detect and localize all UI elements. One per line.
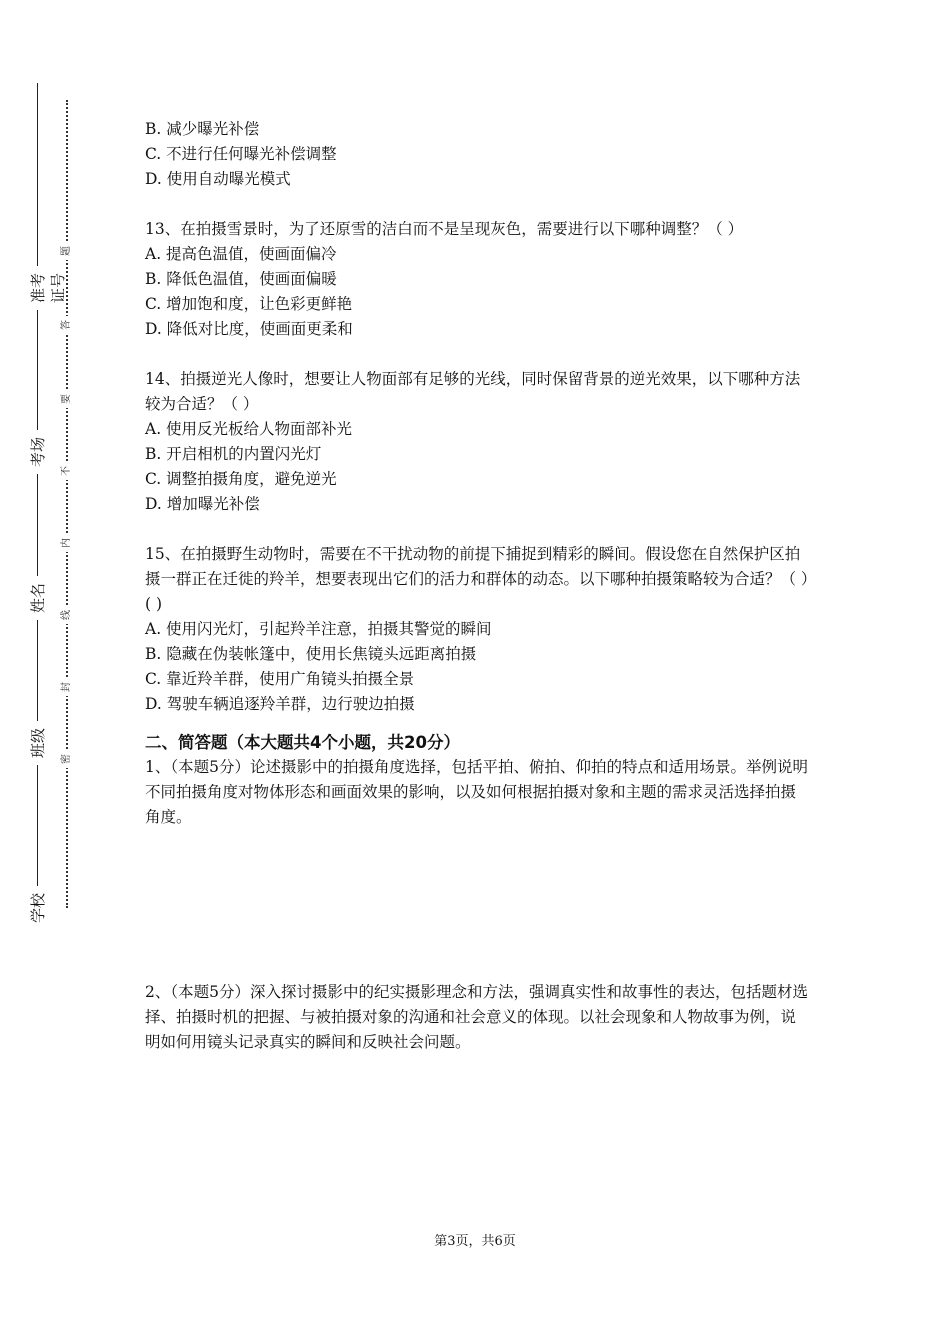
option: D. 驾驶车辆追逐羚羊群，边行驶边拍摄 bbox=[145, 695, 415, 713]
seal-char: 要 bbox=[60, 390, 74, 408]
question-stem: 13、在拍摄雪景时，为了还原雪的洁白而不是呈现灰色，需要进行以下哪种调整？（ ） bbox=[145, 220, 744, 238]
short-answer-question-2: 2、（本题5分）深入探讨摄影中的纪实摄影理念和方法，强调真实性和故事性的表达，包括题材选择、拍摄时机的把握、与被拍摄对象的沟通和社会意义的体现。以社会现象和人物故事为例，说明如何用镜头记录真实的瞬间和反映社会问题。 bbox=[145, 983, 808, 1051]
option: C. 增加饱和度，让色彩更鲜艳 bbox=[145, 295, 353, 313]
option: C. 靠近羚羊群，使用广角镜头拍摄全景 bbox=[145, 670, 415, 688]
question-13 bbox=[145, 217, 810, 342]
short-answer-question-1: 1、（本题5分）论述摄影中的拍摄角度选择，包括平拍、俯拍、仰拍的特点和适用场景。举例说明不同拍摄角度对物体形态和画面效果的影响，以及如何根据拍摄对象和主题的需求灵活选择拍摄角度。 bbox=[145, 758, 808, 826]
seal-char: 不 bbox=[60, 462, 74, 480]
question-14 bbox=[145, 367, 810, 517]
option: C. 不进行任何曝光补偿调整 bbox=[145, 145, 337, 163]
info-fill-line bbox=[37, 83, 38, 923]
option: D. 降低对比度，使画面更柔和 bbox=[145, 320, 353, 338]
label-name: 姓名 bbox=[28, 576, 48, 620]
question-stem: 14、拍摄逆光人像时，想要让人物面部有足够的光线，同时保留背景的逆光效果，以下哪种方法较为合适？（ ） bbox=[145, 370, 801, 413]
option: B. 减少曝光补偿 bbox=[145, 120, 260, 138]
option: C. 调整拍摄角度，避免逆光 bbox=[145, 470, 337, 488]
seal-char: 封 bbox=[60, 678, 74, 696]
exam-content bbox=[145, 117, 810, 1055]
page-number: 第3页，共6页 bbox=[434, 1234, 516, 1249]
seal-char: 题 bbox=[60, 242, 74, 260]
option: A. 使用闪光灯，引起羚羊注意，拍摄其警觉的瞬间 bbox=[145, 620, 492, 638]
seal-char: 线 bbox=[60, 606, 74, 624]
option: B. 隐藏在伪装帐篷中，使用长焦镜头远距离拍摄 bbox=[145, 645, 477, 663]
seal-char: 答 bbox=[60, 316, 74, 334]
option: A. 使用反光板给人物面部补光 bbox=[145, 420, 353, 438]
question-15 bbox=[145, 542, 810, 717]
label-exam-room: 考场 bbox=[28, 430, 48, 474]
label-school: 学校 bbox=[28, 886, 48, 930]
seal-char: 密 bbox=[60, 750, 74, 768]
option: B. 降低色温值，使画面偏暖 bbox=[145, 270, 337, 288]
section-title: 二、简答题（本大题共4个小题，共20分） bbox=[145, 733, 460, 752]
option: D. 使用自动曝光模式 bbox=[145, 170, 291, 188]
question-stem: 15、在拍摄野生动物时，需要在不干扰动物的前提下捕捉到精彩的瞬间。假设您在自然保护区拍摄一群正在迁徙的羚羊，想要表现出它们的活力和群体的动态。以下哪种拍摄策略较为合适？（ ）( ) bbox=[145, 545, 809, 613]
option: A. 提高色温值，使画面偏冷 bbox=[145, 245, 337, 263]
seal-dotted-line bbox=[66, 100, 68, 908]
option: D. 增加曝光补偿 bbox=[145, 495, 260, 513]
option: B. 开启相机的内置闪光灯 bbox=[145, 445, 322, 463]
label-class: 班级 bbox=[28, 721, 48, 765]
answer-space bbox=[145, 830, 810, 980]
question-12-options bbox=[145, 117, 810, 192]
seal-char: 内 bbox=[60, 534, 74, 552]
label-exam-id: 准考证号 bbox=[28, 266, 48, 310]
binding-margin bbox=[0, 0, 110, 1344]
